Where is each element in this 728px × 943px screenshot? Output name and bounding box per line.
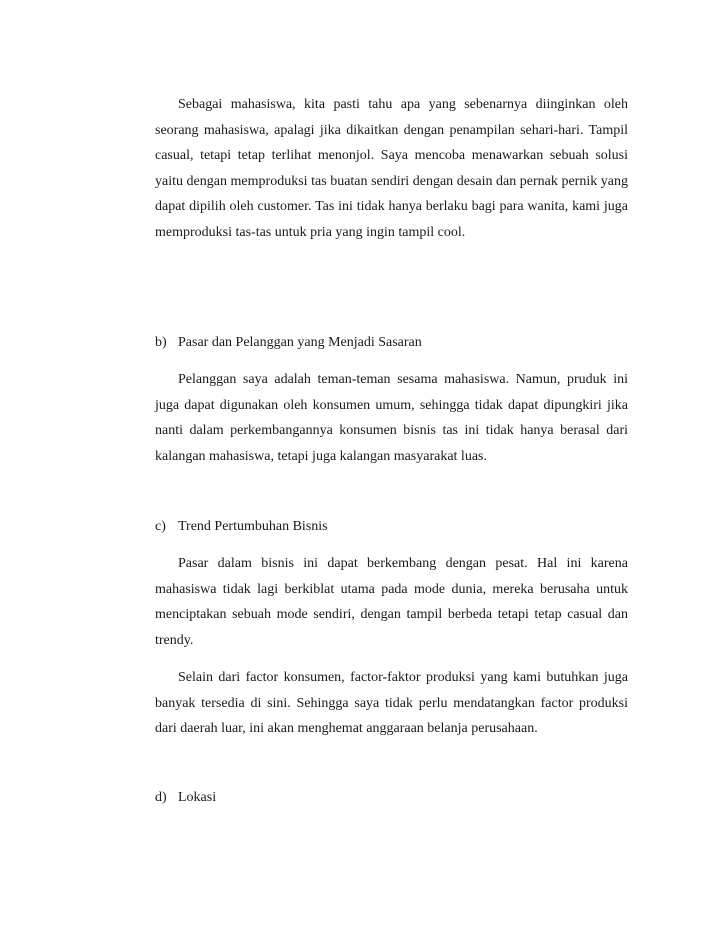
- section-heading-b: [155, 333, 422, 353]
- section-marker: b): [155, 335, 167, 350]
- section-b-paragraph-1: Pelanggan saya adalah teman-teman sesama mahasiswa. Namun, pruduk ini juga dapat digunakan oleh konsumen umum, sehingga tidak dapat dipungkiri jika nanti dalam perkembangannya konsumen bisnis tas ini tidak hanya berasal dari kalangan mahasiswa, tetapi juga kalangan masyarakat luas.: [155, 372, 628, 464]
- section-c-paragraph-2: Selain dari factor konsumen, factor-faktor produksi yang kami butuhkan juga banyak tersedia di sini. Sehingga saya tidak perlu mendatangkan factor produksi dari daerah luar, ini akan menghemat anggaraan belanja perusahaan.: [155, 670, 628, 736]
- section-title: Lokasi: [178, 790, 217, 805]
- section-title: Trend Pertumbuhan Bisnis: [178, 519, 328, 534]
- intro-paragraph: Sebagai mahasiswa, kita pasti tahu apa yang sebenarnya diinginkan oleh seorang mahasiswa, apalagi jika dikaitkan dengan penampilan sehari-hari. Tampil casual, tetapi tetap terlihat menonjol. Saya mencoba menawarkan sebuah solusi yaitu dengan memproduksi tas buatan sendiri dengan desain dan pernak pernik yang dapat dipilih oleh customer. Tas ini tidak hanya berlaku bagi para wanita, kami juga memproduksi tas-tas untuk pria yang ingin tampil cool.: [155, 97, 628, 240]
- section-heading-c: [155, 517, 328, 537]
- section-marker: d): [155, 790, 167, 805]
- section-marker: c): [155, 519, 166, 534]
- section-c-paragraph-1: Pasar dalam bisnis ini dapat berkembang dengan pesat. Hal ini karena mahasiswa tidak lagi berkiblat utama pada mode dunia, mereka berusaha untuk menciptakan sebuah mode sendiri, dengan tampil berbeda tetapi tetap casual dan trendy.: [155, 556, 628, 648]
- section-title: Pasar dan Pelanggan yang Menjadi Sasaran: [178, 335, 422, 350]
- section-heading-d: [155, 788, 216, 808]
